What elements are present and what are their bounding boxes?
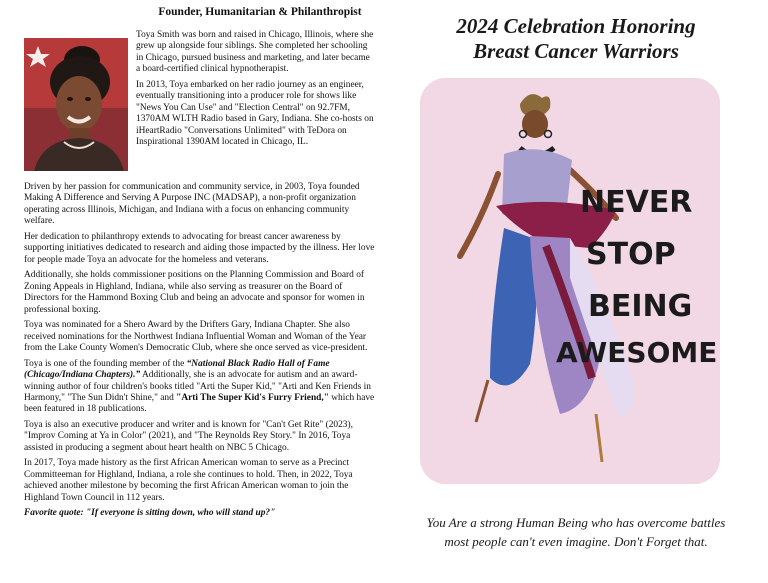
- bio-paragraph-madsap: Driven by her passion for communication and community service, in 2003, Toya founded Making A Difference and Serving A Purpose INC (MADSAP), a non-profit organization operating across Illinois, Michigan, and Indiana with a focus on enhancing community welfare.: [24, 182, 360, 227]
- bio-body: [24, 182, 376, 524]
- bio-paragraph-philanthropy: Her dedication to philanthropy extends to advocating for breast cancer awareness by supporting initiatives dedicated to research and aiding those impacted by the illness. Her love for people made Toya an advocate for the homeless and veterans.: [24, 231, 375, 265]
- bio-paragraph-shero: Toya was nominated for a Shero Award by the Drifters Gary, Indiana Chapter. She also received nominations for the Northwest Indiana Influential Woman and Woman of the Year from the Lake County Women's Democratic Club, where she once served as vice-president.: [24, 320, 368, 354]
- founding-text-start: Toya is one of the founding member of the: [24, 358, 187, 369]
- celebration-title: [398, 14, 754, 64]
- art-word-stop: STOP: [586, 237, 676, 272]
- bio-paragraph-history: In 2017, Toya made history as the first African American woman to serve as a Precinct Committeeman for Highland, Indiana, a role she continues to hold. Then, in 2022, Toya achieved another milestone by becoming the first African American woman to join the Highland Town Council in 112 years.: [24, 458, 353, 503]
- quote-line-1: You Are a strong Human Being who has overcome battles: [426, 515, 726, 530]
- bio-paragraph-upbringing: Toya Smith was born and raised in Chicago, Illinois, where she grew up alongside four siblings. She completed her schooling in Chicago, pursued business and marketing, and later became a board-certified clinical hypnotherapist.: [136, 30, 374, 75]
- bio-intro: [136, 30, 376, 153]
- celebration-title-line-1: 2024 Celebration Honoring: [456, 14, 696, 38]
- celebration-title-line-2: Breast Cancer Warriors: [473, 39, 679, 64]
- art-word-never: NEVER: [580, 185, 693, 220]
- book-title-furry-friend: "Arti The Super Kid's Furry Friend,": [176, 392, 329, 403]
- portrait-illustration: [24, 38, 128, 171]
- bio-paragraph-commissioner: Additionally, she holds commissioner positions on the Planning Commission and Board of Zoning Appeals in Highland, Indiana, while also serving as treasurer on the Board of Directors for the Hammond Boxing Club and being an advocate and sponsor for women in professional boxing.: [24, 270, 365, 315]
- hall-of-fame-title: “National Black Radio Hall of Fame (Chicago/Indiana Chapters).”: [24, 358, 330, 381]
- bio-heading: Founder, Humanitarian & Philanthropist: [158, 6, 362, 18]
- never-stop-being-awesome-artwork: [420, 78, 720, 484]
- portrait-photo: [24, 38, 128, 171]
- bio-paragraph-founding: [24, 359, 376, 416]
- founding-text-middle: Additionally, she is an advocate for autism and an award-winning author of four children's books titled "Arti the Super Kid," "Arti and Ken Friends in Harmony," "The Sun Didn't Shine," and: [24, 370, 371, 403]
- encouragement-quote: [398, 514, 754, 552]
- art-word-awesome: AWESOME: [556, 336, 718, 369]
- artwork-illustration: [420, 78, 720, 484]
- favorite-quote: Favorite quote: "If everyone is sitting down, who will stand up?": [24, 508, 276, 519]
- bio-paragraph-radio: In 2013, Toya embarked on her radio journey as an engineer, eventually transitioning into a producer role for shows like "News You Can Use" and "Election Central" on 92.7FM, 1370AM WLTH Radio based in Gary, Indiana. She co-hosts on iHeartRadio "Conversations Unlimited" with TeDora on Inspirational 1390AM located in Chicago, IL.: [136, 79, 374, 148]
- quote-line-2: most people can't even imagine. Don't Forget that.: [444, 533, 708, 549]
- founding-text-end: which have been featured in 18 publications.: [24, 392, 375, 415]
- bio-paragraph-producer: Toya is also an executive producer and writer and is known for "Can't Get Rite" (2023), "Improv Coming at Ya in Color" (2021), and "The Reynolds Rey Story." In 2016, Toya assisted in producing a segment about heart health on NBC 5 Chicago.: [24, 419, 353, 453]
- art-word-being: BEING: [588, 289, 693, 324]
